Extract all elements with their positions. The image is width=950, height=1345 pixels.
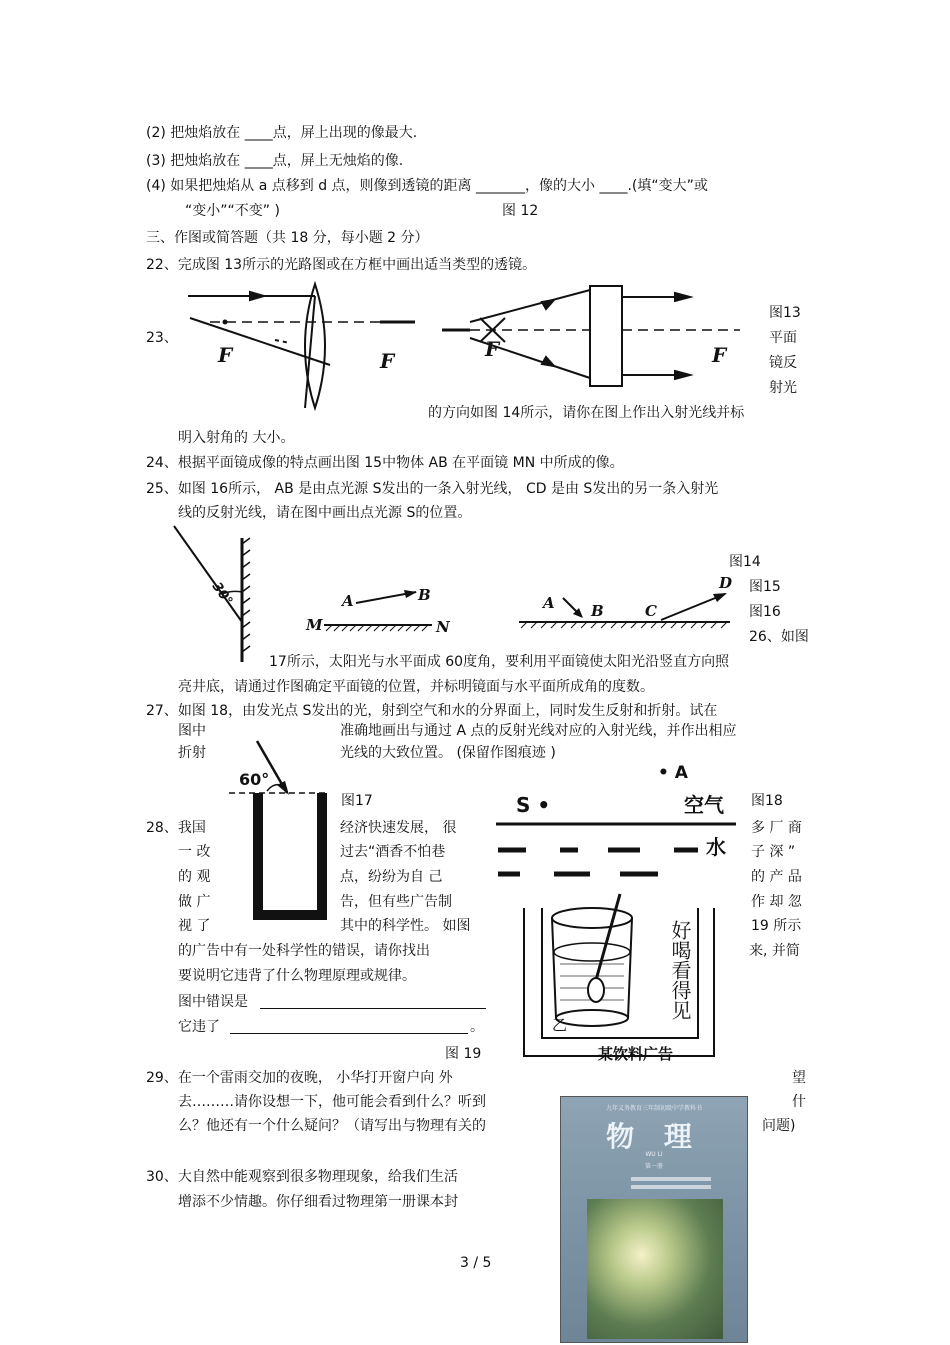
answer-period: 。	[470, 1019, 484, 1035]
cover-pinyin: WU LI	[645, 1151, 663, 1158]
q21-part2: (2) 把烛焰放在 ____点，屏上出现的像最大.	[146, 125, 418, 141]
answer-violates-blank[interactable]	[230, 1033, 468, 1034]
cover-title: 物 理	[606, 1120, 702, 1153]
q29-line2b: 什	[792, 1094, 806, 1110]
svg-text:D: D	[719, 574, 733, 592]
question-27-line2b: 准确地画出与通过 A 点的反射光线对应的入射光线，并作出相应	[340, 723, 737, 739]
q28-col1-line2: 一 改	[178, 844, 211, 860]
svg-text:F: F	[712, 343, 727, 367]
q28-col2-line5: 其中的科学性。 如图	[340, 918, 471, 934]
water-label: 水	[706, 835, 726, 859]
figure-13-label: 图13	[769, 305, 801, 321]
q30-line1: 30、大自然中能观察到很多物理现象，给我们生活	[146, 1169, 458, 1185]
answer-error-blank[interactable]	[260, 1008, 486, 1009]
q23-text-line2: 明入射角的 大小。	[178, 430, 295, 446]
svg-text:A: A	[543, 594, 555, 612]
q29-line1a: 29、在一个雷雨交加的夜晚， 小华打开窗户向 外	[146, 1070, 453, 1086]
figure-12-label: 图 12	[502, 203, 539, 219]
q28-line6a: 的广告中有一处科学性的错误，请你找出	[178, 943, 430, 959]
answer-violates-label: 它违了	[178, 1019, 220, 1035]
q28-line7: 要说明它违背了什么物理原理或规律。	[178, 968, 416, 984]
cover-volume: 第一册	[644, 1163, 663, 1170]
figure-14-plane-mirror	[170, 524, 270, 664]
figure-17-label: 图17	[341, 793, 373, 809]
page-number: 3 / 5	[460, 1255, 492, 1271]
q28-col2-line2: 过去“酒香不怕巷	[340, 844, 446, 860]
q28-col2-line4: 告，但有些广告制	[340, 894, 452, 910]
svg-text:30°: 30°	[208, 579, 236, 609]
svg-text:B: B	[418, 586, 431, 604]
question-27-line1: 27、如图 18，由发光点 S发出的光，射到空气和水的分界面上，同时发生反射和折射。试在	[146, 703, 718, 719]
question-26-line1: 17所示，太阳光与水平面成 60度角，要利用平面镜使太阳光沿竖直方向照	[269, 654, 730, 670]
q29-line1b: 望	[792, 1070, 806, 1086]
question-27-line3a: 折射	[178, 745, 206, 761]
focus-F-left: F	[218, 343, 233, 367]
q23-text-col3: 射光	[769, 380, 797, 396]
ad-slogan: 好喝看得见	[668, 920, 692, 1020]
ad-yi-label: 乙	[552, 1016, 568, 1034]
q23-text-line1: 的方向如图 14所示，请你在图上作出入射光线并标	[428, 405, 745, 421]
q28-col1-line4: 做 广	[178, 894, 211, 910]
svg-text:B: B	[591, 602, 604, 620]
figure-17-well	[225, 735, 335, 925]
question-27-line3b: 光线的大致位置。 (保留作图痕迹 )	[340, 745, 556, 761]
q28-col3-line4: 作 却 忽	[751, 894, 802, 910]
q28-col2-line1: 经济快速发展， 很	[340, 820, 457, 836]
physics-textbook-cover	[560, 1096, 748, 1343]
q28-line6b: 来, 并简	[749, 943, 800, 959]
question-23-number: 23、	[146, 330, 178, 346]
question-26-number: 26、如图	[749, 629, 809, 645]
cover-flower-photo	[587, 1199, 723, 1339]
angle-60-label: 60°	[239, 770, 270, 789]
figure-15-label: 图15	[749, 579, 781, 595]
figure-16-reflection	[515, 570, 745, 640]
q28-col1-line3: 的 观	[178, 869, 211, 885]
question-24: 24、根据平面镜成像的特点画出图 15中物体 AB 在平面镜 MN 中所成的像。	[146, 455, 624, 471]
q28-col3-line2: 子 深 ”	[751, 844, 796, 860]
answer-error-label: 图中错误是	[178, 994, 248, 1010]
q29-line2a: 去………请你设想一下，他可能会看到什么？听到	[178, 1094, 486, 1110]
focus-F-right: F	[380, 349, 395, 373]
figure-18-label: 图18	[751, 793, 783, 809]
q29-line3a: 么？他还有一个什么疑问？（请写出与物理有关的	[178, 1118, 486, 1134]
question-27-line2a: 图中	[178, 723, 206, 739]
ad-caption: 某饮料广告	[598, 1045, 674, 1063]
figure-16-label: 图16	[749, 604, 781, 620]
q28-col3-line3: 的 产 品	[751, 869, 802, 885]
q28-col3-line1: 多 厂 商	[751, 820, 802, 836]
cover-top-text: 九年义务教育三年制初级中学教科书	[605, 1105, 702, 1112]
q28-col2-line3: 点，纷纷为自 己	[340, 869, 443, 885]
q28-col3-line5: 19 所示	[751, 918, 802, 934]
question-26-line2: 亮井底，请通过作图确定平面镜的位置，并标明镜面与水平面所成角的度数。	[178, 679, 654, 695]
svg-text:M: M	[306, 616, 323, 634]
q28-col1-line1: 28、我国	[146, 820, 206, 836]
q29-line3b: 问题)	[762, 1118, 796, 1134]
question-25-line1: 25、如图 16所示， AB 是由点光源 S发出的一条入射光线， CD 是由 S发出的另一条入射光	[146, 481, 719, 497]
point-S: S •	[516, 793, 551, 817]
point-A: • A	[658, 763, 688, 783]
figure-19-drink-ad	[520, 880, 740, 1070]
air-label: 空气	[684, 793, 724, 817]
question-25-line2: 线的反射光线，请在图中画出点光源 S的位置。	[178, 505, 472, 521]
svg-text:N: N	[436, 618, 450, 636]
q21-part3: (3) 把烛焰放在 ____点，屏上无烛焰的像.	[146, 153, 404, 169]
figure-14-label: 图14	[729, 554, 761, 570]
figure-19-label: 图 19	[445, 1046, 482, 1062]
svg-text:C: C	[645, 602, 657, 620]
figure-18-air-water	[490, 760, 740, 880]
glass-with-spoon	[552, 894, 632, 1026]
q23-text-col1: 平面	[769, 330, 797, 346]
q21-part4-cont: “变小”“不变” )	[185, 203, 280, 219]
q21-part4: (4) 如果把烛焰从 a 点移到 d 点，则像到透镜的距离 _______，像的大小 ____.(填“变大”或	[146, 178, 708, 194]
q28-col1-line5: 视 了	[178, 918, 211, 934]
question-22: 22、完成图 13所示的光路图或在方框中画出适当类型的透镜。	[146, 257, 537, 273]
svg-text:A: A	[342, 592, 354, 610]
q23-text-col2: 镜反	[769, 355, 797, 371]
figure-13-lens-diagrams	[180, 280, 740, 420]
svg-text:F: F	[485, 337, 500, 361]
q30-line2: 增添不少情趣。你仔细看过物理第一册课本封	[178, 1194, 458, 1210]
section-3-heading: 三、作图或简答题（共 18 分，每小题 2 分）	[146, 230, 429, 246]
figure-15-object-AB	[300, 580, 460, 640]
